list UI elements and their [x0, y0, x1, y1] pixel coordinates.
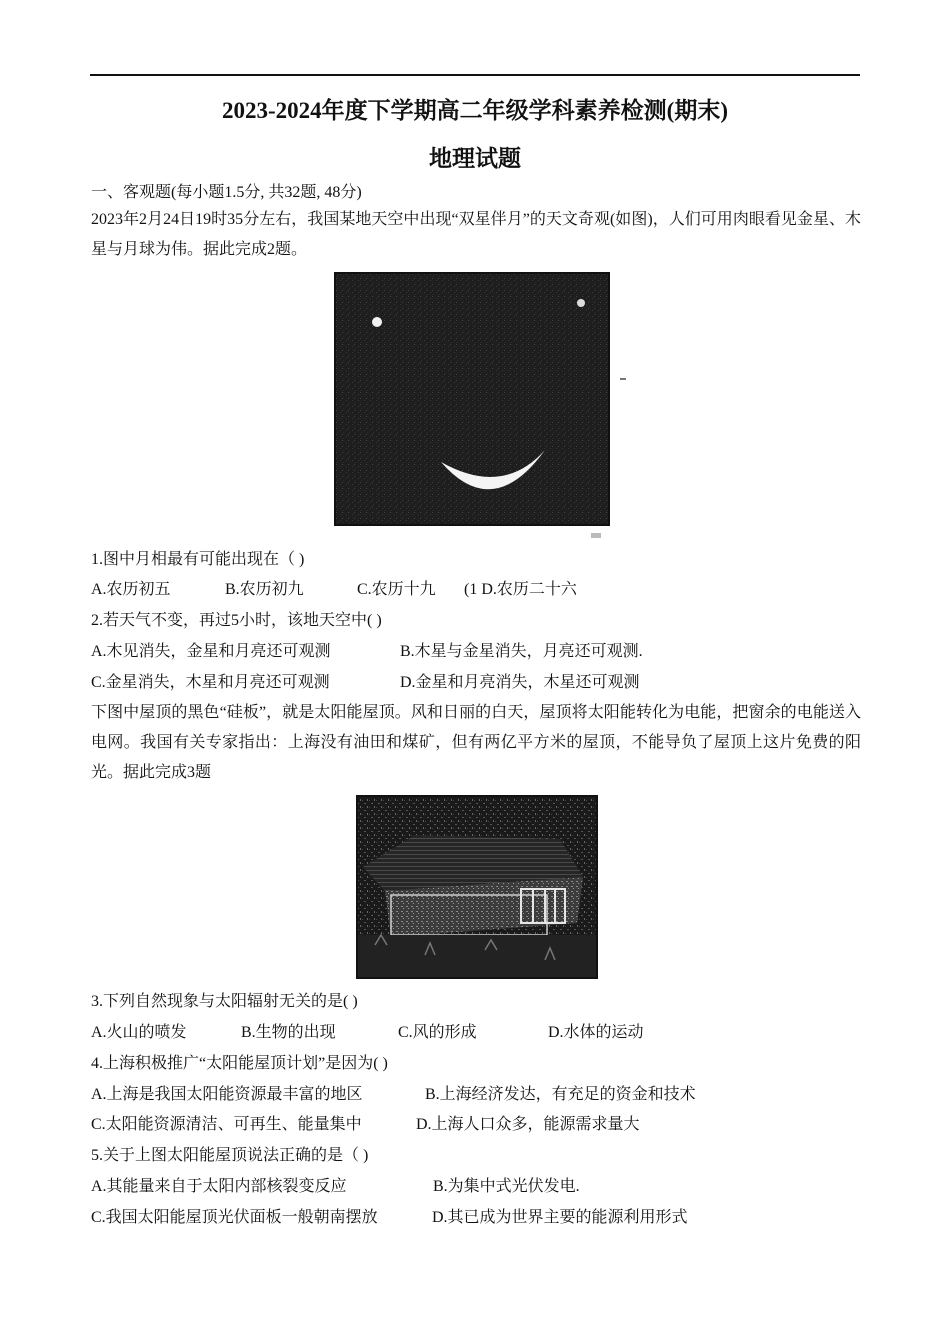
q2-stem: 2.若天气不变，再过5小时，该地天空中( )	[91, 612, 382, 629]
q3-option-d: D.水体的运动	[548, 1024, 644, 1041]
q1-option-d: (1 D.农历二十六	[464, 581, 577, 598]
q1-option-a: A.农历初五	[91, 581, 171, 598]
q1-stem: 1.图中月相最有可能出现在（ )	[91, 551, 305, 568]
top-rule	[90, 74, 860, 76]
exam-subtitle: 地理试题	[429, 146, 521, 171]
q3-stem: 3.下列自然现象与太阳辐射无关的是( )	[91, 993, 358, 1010]
q1-option-c: C.农历十九	[357, 581, 436, 598]
q2-option-c: C.金星消失，木星和月亮还可观测	[91, 674, 330, 691]
jupiter-dot	[577, 299, 585, 307]
q4-option-d: D.上海人口众多，能源需求量大	[416, 1116, 640, 1133]
q5-option-a: A.其能量来自于太阳内部核裂变反应	[91, 1178, 347, 1195]
q1-option-b: B.农历初九	[225, 581, 304, 598]
venus-dot	[372, 317, 382, 327]
q5-option-c: C.我国太阳能屋顶光伏面板一般朝南摆放	[91, 1209, 378, 1226]
q5-option-d: D.其已成为世界主要的能源利用形式	[432, 1209, 688, 1226]
q2-option-a: A.木见消失，金星和月亮还可观测	[91, 643, 331, 660]
q3-option-a: A.火山的喷发	[91, 1024, 187, 1041]
q2-option-b: B.木星与金星消失，月亮还可观测.	[400, 643, 643, 660]
q4-option-b: B.上海经济发达，有充足的资金和技术	[425, 1086, 696, 1103]
q3-option-b: B.生物的出现	[241, 1024, 336, 1041]
moon-planets-photo	[333, 272, 629, 542]
exam-title: 2023-2024年度下学期高二年级学科素养检测(期末)	[222, 98, 728, 123]
section-heading: 一、客观题(每小题1.5分, 共32题, 48分)	[91, 184, 362, 201]
q5-option-b: B.为集中式光伏发电.	[433, 1178, 580, 1195]
q4-option-c: C.太阳能资源清洁、可再生、能量集中	[91, 1116, 362, 1133]
q2-option-d: D.金星和月亮消失，木星还可观测	[400, 674, 640, 691]
intro-paragraph-2: 下图中屋顶的黑色“硅板”，就是太阳能屋顶。风和日丽的白天，屋顶将太阳能转化为电能，把窗余的电能送入电网。我国有关专家指出：上海没有油田和煤矿，但有两亿平方米的屋顶，不能导负了屋顶上这片免费的阳光。据此完成3题	[91, 704, 861, 781]
intro-paragraph-1: 2023年2月24日19时35分左右，我国某地天空中出现“双星伴月”的天文奇观(如图)，人们可用肉眼看见金星、木星与月球为伟。据此完成2题。	[91, 211, 861, 258]
q5-stem: 5.关于上图太阳能屋顶说法正确的是（ )	[91, 1147, 369, 1164]
q4-option-a: A.上海是我国太阳能资源最丰富的地区	[91, 1086, 363, 1103]
q4-stem: 4.上海积极推广“太阳能屋顶计划”是因为( )	[91, 1055, 388, 1072]
solar-roof-photo	[355, 795, 603, 981]
q3-option-c: C.风的形成	[398, 1024, 477, 1041]
